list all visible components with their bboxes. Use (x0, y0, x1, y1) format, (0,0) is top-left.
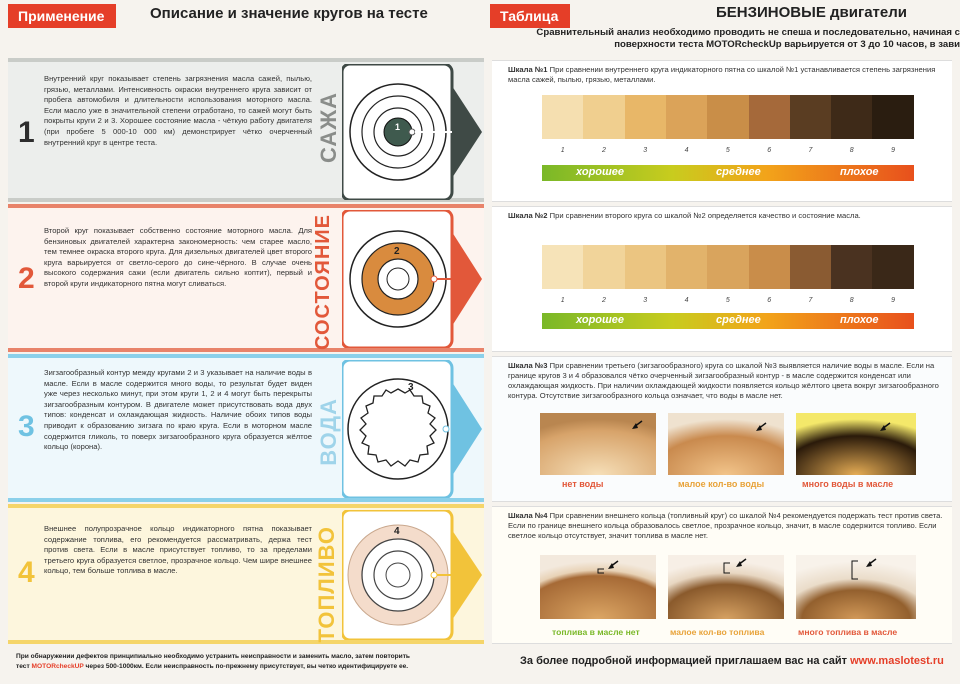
scale-2-title-text: При сравнении второго круга со шкалой №2 определяется качество и состояние масла. (549, 211, 861, 220)
scale-swatch (707, 245, 749, 289)
footer-brand: MOTORcheckUP (31, 663, 84, 670)
scale-swatch-number: 6 (767, 147, 772, 154)
scale-swatch (831, 95, 873, 139)
circle-number: 3 (408, 382, 414, 393)
intro-line-2: поверхности теста MOTORcheckUp варьируется от 3 до 10 часов, в зави (614, 39, 960, 50)
water-sample-much (796, 413, 916, 475)
scale-4-panel (492, 506, 952, 644)
scale-swatch-number: 2 (601, 297, 606, 304)
grad-label-medium: среднее (716, 166, 761, 178)
water-sample-little (668, 413, 784, 475)
row-condition (8, 204, 484, 352)
scale-swatch-number: 1 (560, 147, 565, 154)
scale-swatch-number: 8 (849, 297, 854, 304)
row-number: 2 (18, 262, 35, 295)
scale-3-title-bold: Шкала №3 (508, 361, 548, 370)
caption-no-water: нет воды (562, 479, 604, 489)
caption-little-water: малое кол-во воды (678, 479, 765, 489)
row-number: 3 (18, 410, 35, 443)
intro-text (504, 27, 960, 51)
soot-circle-diagram (342, 64, 482, 200)
scale-swatch (666, 245, 708, 289)
scale-swatch-number: 3 (643, 147, 648, 154)
scale-4-title-text: При сравнении внешнего кольца (топливный круг) со шкалой №4 рекомендуется подержать тест против света. Если по границе внешнего кольца образовалось светлое, прозрачное кольцо, значит, в масле содержится топливо. Если светлое кольцо отсутствует, значит топлива в масле нет. (508, 511, 943, 540)
water-circle-diagram (342, 360, 482, 498)
scale-swatch (583, 95, 625, 139)
grad-label-bad: плохое (840, 166, 879, 178)
scale-swatch-number: 2 (601, 147, 606, 154)
row-soot (8, 58, 484, 202)
grad-label-bad: плохое (840, 314, 879, 326)
left-page-title: Описание и значение кругов на тесте (150, 5, 428, 22)
row-label: ТОПЛИВО (314, 526, 339, 643)
scale-3-title-text: При сравнении третьего (зигзагообразного) круга со шкалой №3 выявляется наличие воды в масле. Если на границе кругов 3 и 4 образовался чётко очерченный зигзагообразный контур - в масле содержится конденсат или охлаждающая жидкость. При наличии охлаждающей жидкости появляется кольцо жёлтого цвета вокруг зигзагообразного контура. Отсутствие зигзагообразного кольца означает, что воды в масле нет. (508, 361, 939, 400)
row-number: 1 (18, 116, 35, 149)
scale-2-panel (492, 206, 952, 352)
scale-3-title (508, 361, 948, 401)
scale-3-panel (492, 356, 952, 502)
scale-swatch (707, 95, 749, 139)
scale-3-samples (540, 413, 916, 475)
scale-swatch-number: 8 (849, 147, 854, 154)
row-label: ВОДА (316, 398, 341, 466)
row-fuel (8, 504, 484, 644)
scale-swatch (542, 245, 584, 289)
caption-much-water: много воды в масле (802, 479, 894, 489)
scale-swatch-number: 4 (684, 147, 689, 154)
scale-swatch (872, 95, 914, 139)
scale-1-panel (492, 60, 952, 202)
scale-swatch (749, 95, 791, 139)
fuel-sample-much (796, 555, 916, 619)
water-sample-none (540, 413, 656, 475)
row-description: Внутренний круг показывает степень загрязнения масла сажей, пылью, грязью, металлами. Интенсивность окраски внутреннего круга зависит от пробега автомобиля и длительности использования моторного масла. Если масло уже в значительной степени отработано, то сажей могут быть покрыты круги 2 и 3. Хорошее состояние масла - чёткую работу двигателя (при пробеге 5 000-10 000 км) демонстрирует чётко очерченный внутренний круг в центре теста. (44, 74, 312, 147)
row-description: Зигзагообразный контур между кругами 2 и 3 указывает на наличие воды в масле. Если в масле содержится много воды, то результат будет виден уже через несколько минут, при этом круги 1, 2 и 4 могут быть перекрыты зигзагообразным контуром. В двигателе может присутствовать вода двух типов: конденсат и охлаждающая жидкость. Наличие обоих типов воды приводит к образованию зигзага по краю круга. Если в моторном масле содержится гликоль, то поверх зигзагообразного круга образуется жёлтое кольцо (корона). (44, 368, 312, 452)
grad-label-medium: среднее (716, 314, 761, 326)
footer-note-prefix: тест (16, 663, 32, 670)
footer-note-line-2 (16, 662, 486, 672)
scale-swatch (583, 245, 625, 289)
section-tag-table: Таблица (490, 4, 570, 28)
scale-swatch-number: 9 (891, 297, 895, 304)
caption-much-fuel: много топлива в масле (798, 627, 898, 637)
scale-swatch (625, 245, 667, 289)
footer-website-note (520, 655, 944, 667)
fuel-sample-none (540, 555, 656, 619)
footer-note-line-1: При обнаружении дефектов принципиально необходимо устранить неисправности и заменить масло, затем повторить (16, 653, 410, 660)
scale-1-title (508, 65, 948, 85)
scale-4-title (508, 511, 948, 541)
row-label: САЖА (316, 92, 341, 163)
row-water (8, 354, 484, 502)
row-number: 4 (18, 556, 35, 589)
website-link[interactable]: www.maslotest.ru (850, 655, 944, 667)
circle-number: 1 (395, 122, 401, 132)
scale-swatch (831, 245, 873, 289)
right-page-title: БЕНЗИНОВЫЕ двигатели (716, 4, 907, 21)
scale-2-title (508, 211, 948, 221)
scale-swatch-number: 4 (684, 297, 689, 304)
row-description: Внешнее полупрозрачное кольцо индикаторного пятна показывает содержание топлива, его рекомендуется рассматривать, держа тест против света. Если в масле присутствует топливо, то за пределами третьего круга образуется светлое, прозрачное кольцо. Чем шире внешнее кольцо, тем больше топлива в масле. (44, 524, 312, 576)
scale-swatch (542, 95, 584, 139)
scale-4-title-bold: Шкала №4 (508, 511, 548, 520)
scale-swatch-number: 7 (808, 147, 813, 154)
fuel-sample-little (668, 555, 784, 619)
scale-2-title-bold: Шкала №2 (508, 211, 548, 220)
grad-label-good: хорошее (576, 314, 625, 326)
scale-1-title-text: При сравнении внутреннего круга индикаторного пятна со шкалой №1 устанавливается степень загрязнения масла сажей, пылью, грязью, металлами. (508, 65, 936, 84)
scale-1-title-bold: Шкала №1 (508, 65, 548, 74)
condition-circle-diagram (342, 210, 482, 348)
fuel-circle-diagram (342, 510, 482, 640)
footer-website-text: За более подробной информацией приглашаем вас на сайт (520, 655, 851, 667)
scale-swatch (790, 95, 832, 139)
scale-swatch (749, 245, 791, 289)
scale-swatch-number: 5 (725, 147, 730, 154)
footer-note-suffix: через 500-1000км. Если неисправность по-прежнему присутствует, вы четко идентифицируете ее. (83, 663, 409, 670)
row-label: СОСТОЯНИЕ (312, 214, 334, 350)
intro-line-1: Сравнительный анализ необходимо проводить не спеша и последовательно, начиная с (536, 27, 960, 38)
circle-number: 4 (394, 526, 400, 537)
scale-swatch (625, 95, 667, 139)
scale-swatch-number: 6 (767, 297, 772, 304)
scale-swatch (666, 95, 708, 139)
scale-swatch-number: 7 (808, 297, 813, 304)
scale-swatch-number: 1 (560, 297, 565, 304)
scale-swatch-number: 3 (643, 297, 648, 304)
scale-swatch (872, 245, 914, 289)
scale-swatch (790, 245, 832, 289)
scale-1-quality-bar (542, 165, 914, 181)
grad-label-good: хорошее (576, 166, 625, 178)
scale-2-quality-bar (542, 313, 914, 329)
section-tag-application: Применение (8, 4, 116, 28)
footer-note (16, 652, 486, 672)
scale-4-samples (540, 555, 916, 619)
scale-swatch-number: 5 (725, 297, 730, 304)
circle-number: 2 (394, 246, 400, 257)
row-description: Второй круг показывает собственно состояние моторного масла. Для бензиновых двигателей характерна закономерность: чем старее масло, тем темнее окраска второго круга. Для дизельных двигателей цвет второго круга варьируется от светло-серого до сине-чёрного. В случае очень высокого содержания сажи (если двигатель сильно коптит), первый и второй круги индикаторного пятна могут сливаться. (44, 226, 312, 288)
caption-little-fuel: малое кол-во топлива (670, 627, 765, 637)
caption-no-fuel: топлива в масле нет (552, 627, 640, 637)
scale-swatch-number: 9 (891, 147, 895, 154)
